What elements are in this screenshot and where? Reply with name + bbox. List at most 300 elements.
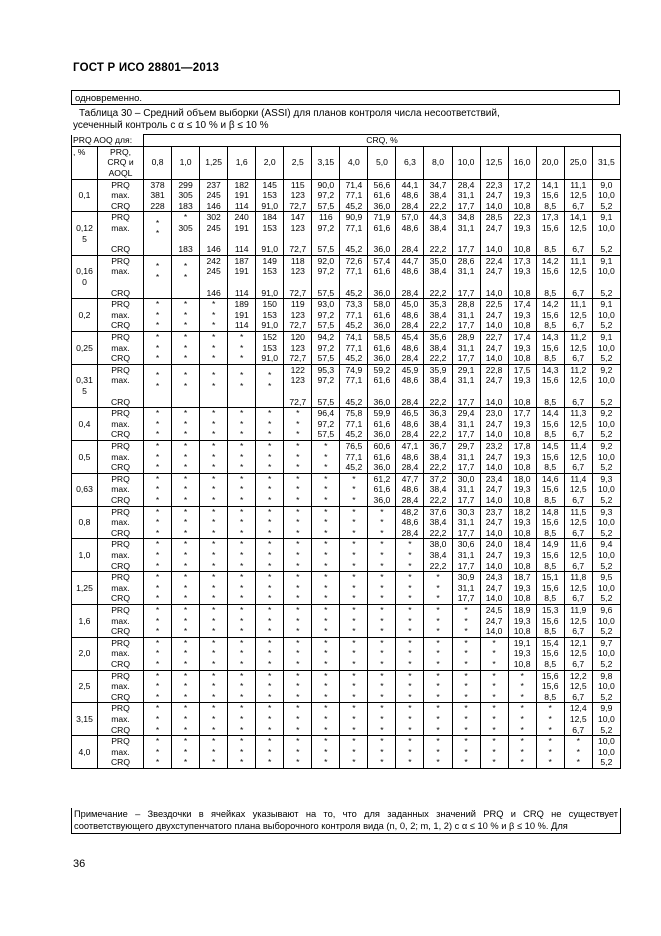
data-cell: 28,8 31,1 17,7 [452,299,480,332]
prq-value: 0,8 [72,506,98,539]
data-cell: * * * [452,703,480,736]
data-cell: * * * [284,572,312,605]
data-cell: * * * [200,670,228,703]
data-cell: * * * [144,572,172,605]
data-cell: * * * [256,703,284,736]
data-cell: 182 191 114 [228,179,256,212]
data-cell: * * * [424,703,452,736]
table-row [72,331,621,364]
data-cell: * * * [144,703,172,736]
row-labels: PRQ max. CRQ [98,539,144,572]
data-cell: 9,0 10,0 5,2 [592,179,620,212]
data-cell: * * * [284,703,312,736]
data-cell: * * * [200,637,228,670]
data-cell: * * * [536,736,564,769]
data-cell: * * * [312,736,340,769]
data-cell: * * * [480,736,508,769]
data-cell: * * * [228,440,256,473]
data-cell: * * [256,364,284,407]
data-cell: 38,0 38,4 22,2 [424,539,452,572]
data-cell: 23,0 24,7 14,0 [480,408,508,441]
data-cell: * * * [256,440,284,473]
data-cell: * * * [536,703,564,736]
data-cell: * * * [144,670,172,703]
data-cell: * * * [228,670,256,703]
data-cell: 115 123 72,7 [284,179,312,212]
data-cell: * * * [200,299,228,332]
data-cell: * * * [144,473,172,506]
data-cell: 17,3 15,6 8,5 [536,212,564,255]
data-cell: * * * [172,299,200,332]
data-cell: * * * [172,473,200,506]
data-cell: * * [144,212,172,255]
data-cell: * * * [452,670,480,703]
data-cell: 14,9 15,6 8,5 [536,539,564,572]
data-cell: * 305 183 [172,212,200,255]
data-cell: 11,1 12,5 6,7 [564,299,592,332]
row-labels: PRQ max. CRQ [98,364,144,407]
data-cell: 44,1 48,6 28,4 [396,179,424,212]
prq-value: 1,25 [72,572,98,605]
data-cell: 9,4 10,0 5,2 [592,539,620,572]
data-cell: 11,9 12,5 6,7 [564,604,592,637]
data-cell: * * * [200,572,228,605]
data-cell: * * * [312,539,340,572]
data-cell: 11,3 12,5 6,7 [564,408,592,441]
data-cell: * * * [284,736,312,769]
data-cell: 56,6 61,6 36,0 [368,179,396,212]
data-cell: 58,0 61,6 36,0 [368,299,396,332]
data-cell: * * * [228,473,256,506]
data-cell: 18,4 19,3 10,8 [508,539,536,572]
crq-value-header: 16,0 [508,146,536,179]
data-cell: * * * [144,736,172,769]
data-cell: * * * [368,506,396,539]
data-cell: * * * [396,539,424,572]
data-cell: 37,2 38,4 22,2 [424,473,452,506]
data-cell: 116 97,2 57,5 [312,212,340,255]
data-cell: 11,8 12,5 6,7 [564,572,592,605]
data-cell: 14,8 15,6 8,5 [536,506,564,539]
data-cell: 119 123 72,7 [284,299,312,332]
prq-value: 0,12 5 [72,212,98,255]
data-cell: 76,5 77,1 45,2 [340,440,368,473]
data-cell: * * * [424,736,452,769]
data-cell: 14,2 15,6 8,5 [536,255,564,298]
data-cell: 34,7 38,4 22,2 [424,179,452,212]
data-cell: 22,3 24,7 14,0 [480,179,508,212]
data-cell: * * * [452,604,480,637]
crq-value-header: 1,6 [228,146,256,179]
prq-value: 2,5 [72,670,98,703]
data-cell: * * * [508,670,536,703]
data-cell: 9,3 10,0 5,2 [592,473,620,506]
data-cell: * * * [396,703,424,736]
data-cell: * * * [340,703,368,736]
data-cell: * * * [172,637,200,670]
data-cell: * * * [256,604,284,637]
data-cell: * * * [340,572,368,605]
data-cell: * * * [368,539,396,572]
data-cell: * * * [340,473,368,506]
data-cell: * * * [312,506,340,539]
data-cell: 14,5 15,6 8,5 [536,440,564,473]
data-cell: * * * [200,604,228,637]
data-cell: * * * [368,670,396,703]
data-cell: 59,9 61,6 36,0 [368,408,396,441]
data-cell: 14,3 15,6 8,5 [536,364,564,407]
page-number: 36 [73,858,86,870]
data-cell: 17,4 19,3 10,8 [508,299,536,332]
table-row [72,255,621,298]
data-cell: 302 245 146 [200,212,228,255]
crq-value-header: 12,5 [480,146,508,179]
prq-value: 0,4 [72,408,98,441]
data-cell: * * * [172,604,200,637]
data-cell: 150 153 91,0 [256,299,284,332]
data-cell: * * * [564,736,592,769]
data-cell: 15,6 15,6 8,5 [536,670,564,703]
crq-header: CRQ, % [144,135,621,147]
data-cell: * * * [424,637,452,670]
prq-value: 1,6 [72,604,98,637]
data-cell: 22,7 24,7 14,0 [480,331,508,364]
data-cell: 9,3 10,0 5,2 [592,506,620,539]
data-cell: 61,2 61,6 36,0 [368,473,396,506]
table-row [72,670,621,703]
data-cell: * * * [228,408,256,441]
data-cell: * * * [172,703,200,736]
data-cell: 120 123 72,7 [284,331,312,364]
data-cell: * * * [312,670,340,703]
data-cell: 152 153 91,0 [256,331,284,364]
data-cell: * * * [340,604,368,637]
data-cell: * * * [228,572,256,605]
table-caption [73,108,619,132]
data-cell: 75,8 77,1 45,2 [340,408,368,441]
data-cell: * * * [284,408,312,441]
crq-value-header: 0,8 [144,146,172,179]
data-cell: * * * [312,473,340,506]
data-cell: * * * [172,572,200,605]
data-cell: * * * [144,331,172,364]
table-row [72,637,621,670]
data-cell: 122 123 72,7 [284,364,312,407]
data-cell: 14,1 12,5 6,7 [564,212,592,255]
data-cell: 17,2 19,3 10,8 [508,179,536,212]
table-row [72,408,621,441]
crq-value-header: 1,25 [200,146,228,179]
caption-line-1: Таблица 30 – Средний объем выборки (ASSI) для планов контроля числа несоответствий, [79,108,500,119]
data-cell: 299 305 183 [172,179,200,212]
data-cell: 23,7 24,7 14,0 [480,506,508,539]
data-cell: 35,6 38,4 22,2 [424,331,452,364]
prq-value: 4,0 [72,736,98,769]
data-cell: 9,2 10,0 5,2 [592,408,620,441]
data-cell: 71,4 77,1 45,2 [340,179,368,212]
data-cell: 17,5 19,3 10,8 [508,364,536,407]
data-cell: * * [200,364,228,407]
data-cell: 15,4 15,6 8,5 [536,637,564,670]
prq-value: 0,25 [72,331,98,364]
data-cell: 22,8 24,7 14,0 [480,364,508,407]
table-row [72,440,621,473]
prq-value: 0,31 5 [72,364,98,407]
data-cell: 22,4 24,7 14,0 [480,255,508,298]
data-cell: * * * [256,539,284,572]
row-labels: PRQ max. CRQ [98,703,144,736]
data-cell: 73,3 77,1 45,2 [340,299,368,332]
data-cell: 9,7 10,0 5,2 [592,637,620,670]
data-cell: 9,6 10,0 5,2 [592,604,620,637]
data-cell: 28,5 24,7 14,0 [480,212,508,255]
data-cell: 14,3 15,6 8,5 [536,331,564,364]
data-cell: 46,5 48,6 28,4 [396,408,424,441]
crq-value-header: 1,0 [172,146,200,179]
data-cell: * * * [340,637,368,670]
data-cell: * * * [368,637,396,670]
data-cell: * * * [144,604,172,637]
data-cell: * * * [200,736,228,769]
document-header: ГОСТ Р ИСО 28801—2013 [73,62,220,74]
data-cell: * * * [312,440,340,473]
data-cell: 24,3 24,7 14,0 [480,572,508,605]
data-cell: * * * [144,299,172,332]
data-cell: 28,4 31,1 17,7 [452,179,480,212]
data-cell: * * * [480,703,508,736]
data-cell: * * [172,364,200,407]
data-cell: * * * [284,506,312,539]
data-cell: 9,1 10,0 5,2 [592,331,620,364]
data-cell: 11,5 12,5 6,7 [564,506,592,539]
data-cell: * * * [424,604,452,637]
data-cell: * * * [452,736,480,769]
row-labels: PRQ max. CRQ [98,408,144,441]
data-cell: 9,1 10,0 5,2 [592,212,620,255]
data-cell: 147 123 72,7 [284,212,312,255]
crq-value-header: 8,0 [424,146,452,179]
crq-value-header: 4,0 [340,146,368,179]
data-cell: 11,1 12,5 6,7 [564,179,592,212]
data-cell: * * * [396,572,424,605]
data-cell: * * * [396,670,424,703]
data-cell: 35,0 38,4 22,2 [424,255,452,298]
data-cell: * * * [200,440,228,473]
data-cell: 47,7 48,6 28,4 [396,473,424,506]
table-row [72,299,621,332]
data-cell: 22,5 24,7 14,0 [480,299,508,332]
prq-value: 0,63 [72,473,98,506]
data-cell: * * * [172,408,200,441]
data-cell: 14,6 15,6 8,5 [536,473,564,506]
data-cell: * * * [480,637,508,670]
data-cell: * * * [284,637,312,670]
data-cell: 11,2 12,5 6,7 [564,331,592,364]
data-cell: 90,0 97,2 57,5 [312,179,340,212]
data-cell: 17,3 19,3 10,8 [508,255,536,298]
table-row [72,506,621,539]
data-cell: 18,0 19,3 10,8 [508,473,536,506]
data-cell: 23,4 24,7 14,0 [480,473,508,506]
data-cell: 74,9 77,1 45,2 [340,364,368,407]
crq-value-header: 2,0 [256,146,284,179]
data-cell: 11,6 12,5 6,7 [564,539,592,572]
data-cell: * * * [340,736,368,769]
crq-value-header: 5,0 [368,146,396,179]
data-cell: 29,4 31,1 17,7 [452,408,480,441]
data-cell: * * * [424,572,452,605]
data-cell: * * * [508,736,536,769]
caption-line-2: усеченный контроль с α ≤ 10 % и β ≤ 10 % [73,120,269,131]
crq-value-header: 10,0 [452,146,480,179]
data-cell: * * * [312,703,340,736]
data-cell: 9,5 10,0 5,2 [592,572,620,605]
data-cell: 11,4 12,5 6,7 [564,440,592,473]
data-cell: * * [144,255,172,298]
prq-value: 0,16 0 [72,255,98,298]
data-cell: * * * [396,736,424,769]
row-labels: PRQ max. CRQ [98,299,144,332]
data-cell: 240 191 114 [228,212,256,255]
data-cell: * * * [424,670,452,703]
data-cell: 9,9 10,0 5,2 [592,703,620,736]
data-cell: 34,8 31,1 17,7 [452,212,480,255]
prq-value: 0,2 [72,299,98,332]
crq-value-header: 6,3 [396,146,424,179]
data-cell: * * * [256,572,284,605]
data-cell: 12,4 12,5 6,7 [564,703,592,736]
data-cell: * * * [172,539,200,572]
data-cell: 36,3 38,4 22,2 [424,408,452,441]
data-cell: * * * [172,440,200,473]
data-cell: 189 191 114 [228,299,256,332]
data-cell: 149 153 91,0 [256,255,284,298]
row-labels: PRQ max. CRQ [98,179,144,212]
data-cell: * * * [200,408,228,441]
data-cell: 11,1 12,5 6,7 [564,255,592,298]
data-cell: * * * [228,637,256,670]
data-cell: 17,4 19,3 10,8 [508,331,536,364]
data-cell: * * * [312,572,340,605]
data-cell: 378 381 228 [144,179,172,212]
table-row [72,473,621,506]
data-cell: * * * [480,670,508,703]
data-cell: 15,1 15,6 8,5 [536,572,564,605]
data-cell: * * * [368,604,396,637]
data-cell: * * * [144,539,172,572]
data-cell: 9,2 10,0 5,2 [592,364,620,407]
crq-value-header: 2,5 [284,146,312,179]
data-cell: 94,2 97,2 57,5 [312,331,340,364]
row-labels: PRQ max. CRQ [98,212,144,255]
data-cell: * * * [228,703,256,736]
data-cell: * * * [144,637,172,670]
data-cell: * * * [368,703,396,736]
data-cell: * * * [284,604,312,637]
data-cell: * * * [396,604,424,637]
data-cell: 11,4 12,5 6,7 [564,473,592,506]
data-cell: 18,7 19,3 10,8 [508,572,536,605]
data-cell: * * * [172,736,200,769]
data-cell: 72,6 77,1 45,2 [340,255,368,298]
data-cell: 44,7 48,6 28,4 [396,255,424,298]
data-cell: 118 123 72,7 [284,255,312,298]
data-cell: 28,9 31,1 17,7 [452,331,480,364]
data-cell: 12,1 12,5 6,7 [564,637,592,670]
data-cell: 93,0 97,2 57,5 [312,299,340,332]
data-cell: * * [172,255,200,298]
data-cell: 28,6 31,1 17,7 [452,255,480,298]
row-labels: PRQ max. CRQ [98,331,144,364]
crq-value-header: 31,5 [592,146,620,179]
data-cell: 19,1 19,3 10,8 [508,637,536,670]
data-cell: 57,0 48,6 28,4 [396,212,424,255]
assi-table [71,134,621,769]
data-cell: * * * [312,604,340,637]
data-cell: 11,2 12,5 6,7 [564,364,592,407]
data-cell: 10,0 10,0 5,2 [592,736,620,769]
table-row [72,572,621,605]
crq-value-header: 3,15 [312,146,340,179]
row-labels: PRQ max. CRQ [98,506,144,539]
data-cell: 30,0 31,1 17,7 [452,473,480,506]
data-cell: 37,6 38,4 22,2 [424,506,452,539]
row-labels: PRQ max. CRQ [98,473,144,506]
prq-value: 0,5 [72,440,98,473]
data-cell: 15,3 15,6 8,5 [536,604,564,637]
data-cell: 242 245 146 [200,255,228,298]
data-cell: 29,1 31,1 17,7 [452,364,480,407]
data-cell: 35,9 38,4 22,2 [424,364,452,407]
table-row [72,364,621,407]
data-cell: 187 191 114 [228,255,256,298]
data-cell: * * * [340,539,368,572]
data-cell: * * * [200,703,228,736]
data-cell: 9,1 10,0 5,2 [592,255,620,298]
data-cell: * * * [340,670,368,703]
data-cell: * * * [312,637,340,670]
data-cell: * * * [144,408,172,441]
data-cell: 145 153 91,0 [256,179,284,212]
data-cell: 45,4 48,6 28,4 [396,331,424,364]
data-cell: 59,2 61,6 36,0 [368,364,396,407]
data-cell: 12,2 12,5 6,7 [564,670,592,703]
data-cell: 23,2 24,7 14,0 [480,440,508,473]
data-cell: 30,6 31,1 17,7 [452,539,480,572]
data-cell: 30,3 31,1 17,7 [452,506,480,539]
table-row [72,703,621,736]
data-cell: 95,3 97,2 57,5 [312,364,340,407]
data-cell: * * * [256,670,284,703]
data-cell: * * [228,364,256,407]
data-cell: * * * [200,506,228,539]
data-cell: 92,0 97,2 57,5 [312,255,340,298]
row-labels: PRQ max. CRQ [98,604,144,637]
data-cell: * * * [284,473,312,506]
row-labels: PRQ max. CRQ [98,736,144,769]
data-cell: 44,3 38,4 22,2 [424,212,452,255]
data-cell: 71,9 61,6 36,0 [368,212,396,255]
data-cell: * * * [200,331,228,364]
table-note: Примечание – Звездочки в ячейках указывают на то, что для заданных значений PRQ и CRQ не существует соответствующего двухступенчатого плана выборочного контроля вида (n, 0, 2; m, 1, 2) с α ≤ 10 % и β ≤ 10 %. Для [71,808,621,834]
data-cell: * * * [368,572,396,605]
header-top-left: PRQ AOQ для: [72,135,144,147]
data-cell: * * * [200,473,228,506]
data-cell: 58,5 61,6 36,0 [368,331,396,364]
data-cell: * * * [256,736,284,769]
data-cell: 18,9 19,3 10,8 [508,604,536,637]
data-cell: 36,7 38,4 22,2 [424,440,452,473]
